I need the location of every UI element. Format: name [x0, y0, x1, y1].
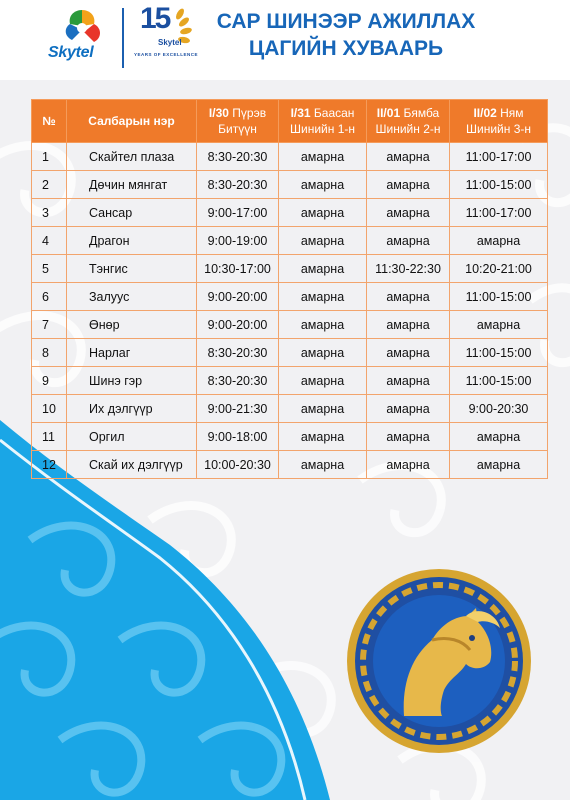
row-number: 1 — [32, 143, 67, 171]
page-title — [196, 8, 496, 62]
table-row — [32, 255, 548, 283]
hours-jan30: 8:30-20:30 — [197, 143, 279, 171]
hours-feb02: 11:00-17:00 — [450, 143, 548, 171]
title-line-1: САР ШИНЭЭР АЖИЛЛАХ — [216, 10, 476, 33]
hours-feb02: амарна — [450, 423, 548, 451]
table-row — [32, 143, 548, 171]
column-header-3 — [279, 100, 367, 143]
column-header-bold: II/01 — [376, 106, 401, 120]
hours-feb02: амарна — [450, 311, 548, 339]
branch-name: Шинэ гэр — [67, 367, 197, 395]
row-number: 8 — [32, 339, 67, 367]
row-number: 4 — [32, 227, 67, 255]
branch-name: Өнөр — [67, 311, 197, 339]
row-number: 6 — [32, 283, 67, 311]
column-header-bold: II/02 — [473, 106, 497, 120]
table-row — [32, 311, 548, 339]
hours-jan31: амарна — [279, 423, 367, 451]
row-number: 9 — [32, 367, 67, 395]
hours-feb02: 11:00-17:00 — [450, 199, 548, 227]
hours-jan30: 8:30-20:30 — [197, 367, 279, 395]
hours-feb02: 11:00-15:00 — [450, 339, 548, 367]
branch-name: Оргил — [67, 423, 197, 451]
table-header-row — [32, 100, 548, 143]
row-number: 12 — [32, 451, 67, 479]
column-header-rest: Бямба Шинийн 2-н — [375, 106, 441, 136]
hours-jan31: амарна — [279, 199, 367, 227]
branch-name: Сансар — [67, 199, 197, 227]
hours-jan31: амарна — [279, 367, 367, 395]
hours-feb01: амарна — [367, 451, 450, 479]
hours-feb02: амарна — [450, 227, 548, 255]
column-header-1 — [67, 100, 197, 143]
hours-feb01: амарна — [367, 395, 450, 423]
hours-jan30: 8:30-20:30 — [197, 339, 279, 367]
hours-jan31: амарна — [279, 339, 367, 367]
hours-jan31: амарна — [279, 451, 367, 479]
hours-feb01: амарна — [367, 171, 450, 199]
row-number: 10 — [32, 395, 67, 423]
hours-jan31: амарна — [279, 171, 367, 199]
row-number: 5 — [32, 255, 67, 283]
row-number: 7 — [32, 311, 67, 339]
hours-jan30: 9:00-18:00 — [197, 423, 279, 451]
column-header-rest: Баасан Шинийн 1-н — [290, 106, 355, 136]
table-row — [32, 367, 548, 395]
column-header-5 — [450, 100, 548, 143]
hours-jan31: амарна — [279, 255, 367, 283]
hours-jan31: амарна — [279, 283, 367, 311]
hours-feb01: амарна — [367, 339, 450, 367]
hours-jan31: амарна — [279, 143, 367, 171]
table-row — [32, 395, 548, 423]
hours-feb02: амарна — [450, 451, 548, 479]
table-row — [32, 423, 548, 451]
hours-feb01: амарна — [367, 199, 450, 227]
hours-jan30: 10:00-20:30 — [197, 451, 279, 479]
schedule-table — [31, 99, 548, 479]
hours-jan30: 9:00-19:00 — [197, 227, 279, 255]
hours-jan30: 9:00-20:00 — [197, 283, 279, 311]
column-header-rest: Ням Шинийн 3-н — [466, 106, 531, 136]
table-row — [32, 227, 548, 255]
table-row — [32, 451, 548, 479]
branch-name: Драгон — [67, 227, 197, 255]
branch-name: Скай их дэлгүүр — [67, 451, 197, 479]
hours-feb02: 11:00-15:00 — [450, 367, 548, 395]
table-row — [32, 199, 548, 227]
branch-name: Нарлаг — [67, 339, 197, 367]
branch-name: Скайтел плаза — [67, 143, 197, 171]
horse-emblem-icon — [344, 566, 534, 756]
hours-jan30: 8:30-20:30 — [197, 171, 279, 199]
hours-feb02: 9:00-20:30 — [450, 395, 548, 423]
hours-feb02: 11:00-15:00 — [450, 171, 548, 199]
column-header-bold: № — [42, 114, 56, 128]
column-header-2 — [197, 100, 279, 143]
hours-feb01: 11:30-22:30 — [367, 255, 450, 283]
anniversary-number: 15 — [140, 2, 170, 35]
anniversary-brand: Skytel — [158, 38, 182, 47]
hours-jan30: 9:00-21:30 — [197, 395, 279, 423]
hours-feb01: амарна — [367, 227, 450, 255]
hours-feb01: амарна — [367, 367, 450, 395]
column-header-rest: Пүрэв Битүүн — [218, 106, 267, 136]
branch-name: Тэнгис — [67, 255, 197, 283]
branch-name: Залуус — [67, 283, 197, 311]
hours-feb01: амарна — [367, 283, 450, 311]
hours-jan31: амарна — [279, 227, 367, 255]
hours-jan31: амарна — [279, 311, 367, 339]
brand-name: Skytel — [48, 44, 94, 61]
column-header-4 — [367, 100, 450, 143]
table-row — [32, 283, 548, 311]
hours-jan31: амарна — [279, 395, 367, 423]
header-divider — [122, 8, 124, 68]
row-number: 2 — [32, 171, 67, 199]
hours-feb01: амарна — [367, 311, 450, 339]
branch-name: Дөчин мянгат — [67, 171, 197, 199]
hours-jan30: 9:00-17:00 — [197, 199, 279, 227]
hours-jan30: 10:30-17:00 — [197, 255, 279, 283]
column-header-bold: I/31 — [290, 106, 311, 120]
column-header-bold: I/30 — [208, 106, 229, 120]
skytel-logo-icon — [46, 6, 118, 72]
hours-jan30: 9:00-20:00 — [197, 311, 279, 339]
branch-name: Их дэлгүүр — [67, 395, 197, 423]
anniversary-tagline: YEARS OF EXCELLENCE — [134, 52, 199, 57]
row-number: 3 — [32, 199, 67, 227]
title-line-2: ЦАГИЙН ХУВААРЬ — [248, 37, 444, 60]
row-number: 11 — [32, 423, 67, 451]
hours-feb02: 11:00-15:00 — [450, 283, 548, 311]
hours-feb02: 10:20-21:00 — [450, 255, 548, 283]
table-row — [32, 339, 548, 367]
column-header-0 — [32, 100, 67, 143]
column-header-bold: Салбарын нэр — [88, 114, 175, 128]
table-row — [32, 171, 548, 199]
hours-feb01: амарна — [367, 423, 450, 451]
hours-feb01: амарна — [367, 143, 450, 171]
